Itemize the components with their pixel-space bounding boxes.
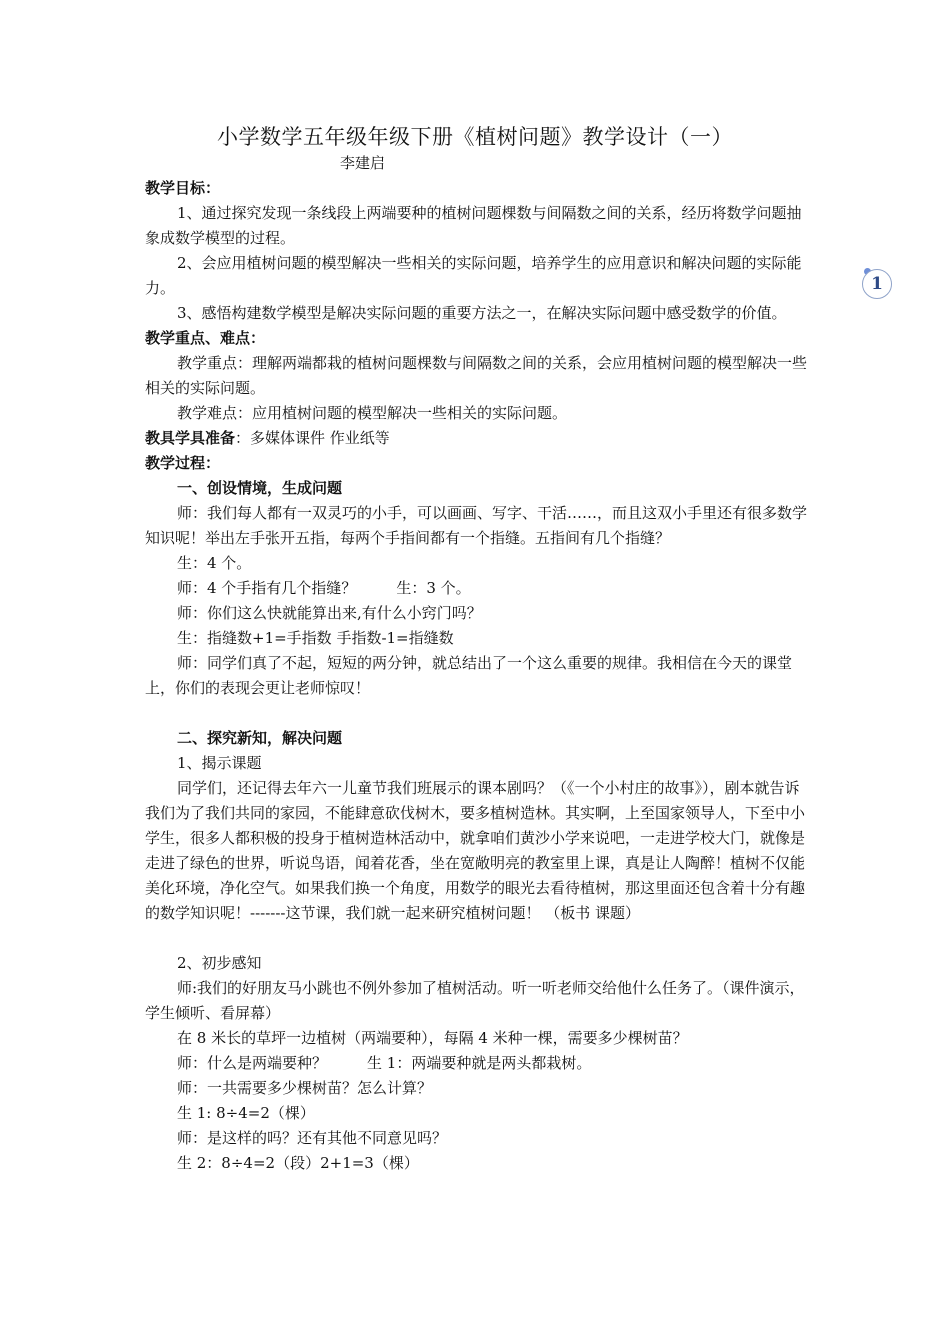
blank-line [145,701,811,726]
key-points-heading: 教学重点、难点： [145,329,266,347]
dialogue-line: 生 1: 8÷4=2（棵） [177,1104,315,1122]
blank-line [145,926,811,951]
materials-line [145,426,811,451]
dialogue-line: 生：指缝数+1=手指数 手指数-1=指缝数 [177,629,454,647]
comment-marker[interactable]: 1 [862,269,892,299]
document-title: 小学数学五年级年级下册《植树问题》教学设计（一） [217,125,733,149]
key-point-difficulty: 教学难点：应用植树问题的模型解决一些相关的实际问题。 [177,404,568,422]
paragraph: 同学们，还记得去年六一儿童节我们班展示的课本剧吗？（《一个小村庄的故事》），剧本就告诉我们为了我们共同的家园，不能肆意砍伐树木，要多植树造林。其实啊，上至国家领导人，下至中小学生，很多人都积极的投身于植树造林活动中，就拿咱们黄沙小学来说吧，一走进学校大门，就像是走进了绿色的世界，听说鸟语，闻着花香，坐在宽敞明亮的教室里上课，真是让人陶醉！植树不仅能美化环境，净化空气。如果我们换一个角度，用数学的眼光去看待植树，那这里面还包含着十分有趣的数学知识呢！-------这节课，我们就一起来研究植树问题！ （板书 课题） [145,779,806,922]
teacher-question: 师：4 个手指有几个指缝？ [177,579,357,597]
section2-heading: 二、探究新知，解决问题 [177,729,343,747]
process-heading: 教学过程： [145,454,221,472]
problem-statement: 在 8 米长的草坪一边植树（两端要种），每隔 4 米种一棵，需要多少棵树苗？ [177,1029,688,1047]
dialogue-line: 师：同学们真了不起，短短的两分钟，就总结出了一个这么重要的规律。我相信在今天的课堂上，你们的表现会更让老师惊叹！ [145,654,793,697]
dialogue-line: 师：是这样的吗？还有其他不同意见吗？ [177,1129,448,1147]
dialogue-line: 师：我们每人都有一双灵巧的小手，可以画画、写字、干活……，而且这双小手里还有很多数学知识呢！举出左手张开五指，每两个手指间都有一个指缝。五指间有几个指缝？ [145,504,808,547]
student-answer: 生：3 个。 [396,579,471,597]
goals-heading: 教学目标： [145,179,221,197]
dialogue-qa-line [145,1051,811,1076]
materials-value: ：多媒体课件 作业纸等 [235,429,390,447]
goal-item: 2、会应用植树问题的模型解决一些相关的实际问题，培养学生的应用意识和解决问题的实际能力。 [145,254,802,297]
subsection-heading: 2、初步感知 [177,954,262,972]
dialogue-line: 师：你们这么快就能算出来,有什么小窍门吗？ [177,604,482,622]
dialogue-line: 生 2：8÷4=2（段）2+1=3（棵） [177,1154,419,1172]
goal-item: 1、通过探究发现一条线段上两端要种的植树问题棵数与间隔数之间的关系，经历将数学问题抽象成数学模型的过程。 [145,204,802,247]
author-name: 李建启 [340,154,386,172]
key-point-focus: 教学重点：理解两端都栽的植树问题棵数与间隔数之间的关系，会应用植树问题的模型解决一些相关的实际问题。 [145,354,808,397]
dialogue-line: 生：4 个。 [177,554,252,572]
materials-label: 教具学具准备 [145,429,236,447]
teacher-question: 师：什么是两端要种？ [177,1054,328,1072]
subsection-heading: 1、揭示课题 [177,754,262,772]
student-answer: 生 1：两端要种就是两头都栽树。 [367,1054,592,1072]
dialogue-qa-line [145,576,811,601]
paragraph: 师:我们的好朋友马小跳也不例外参加了植树活动。听一听老师交给他什么任务了。（课件演示，学生倾听、看屏幕） [145,979,805,1022]
goal-item: 3、感悟构建数学模型是解决实际问题的重要方法之一，在解决实际问题中感受数学的价值。 [177,304,787,322]
document-body [145,176,811,1176]
dialogue-line: 师：一共需要多少棵树苗？怎么计算？ [177,1079,433,1097]
section1-heading: 一、创设情境，生成问题 [177,479,343,497]
